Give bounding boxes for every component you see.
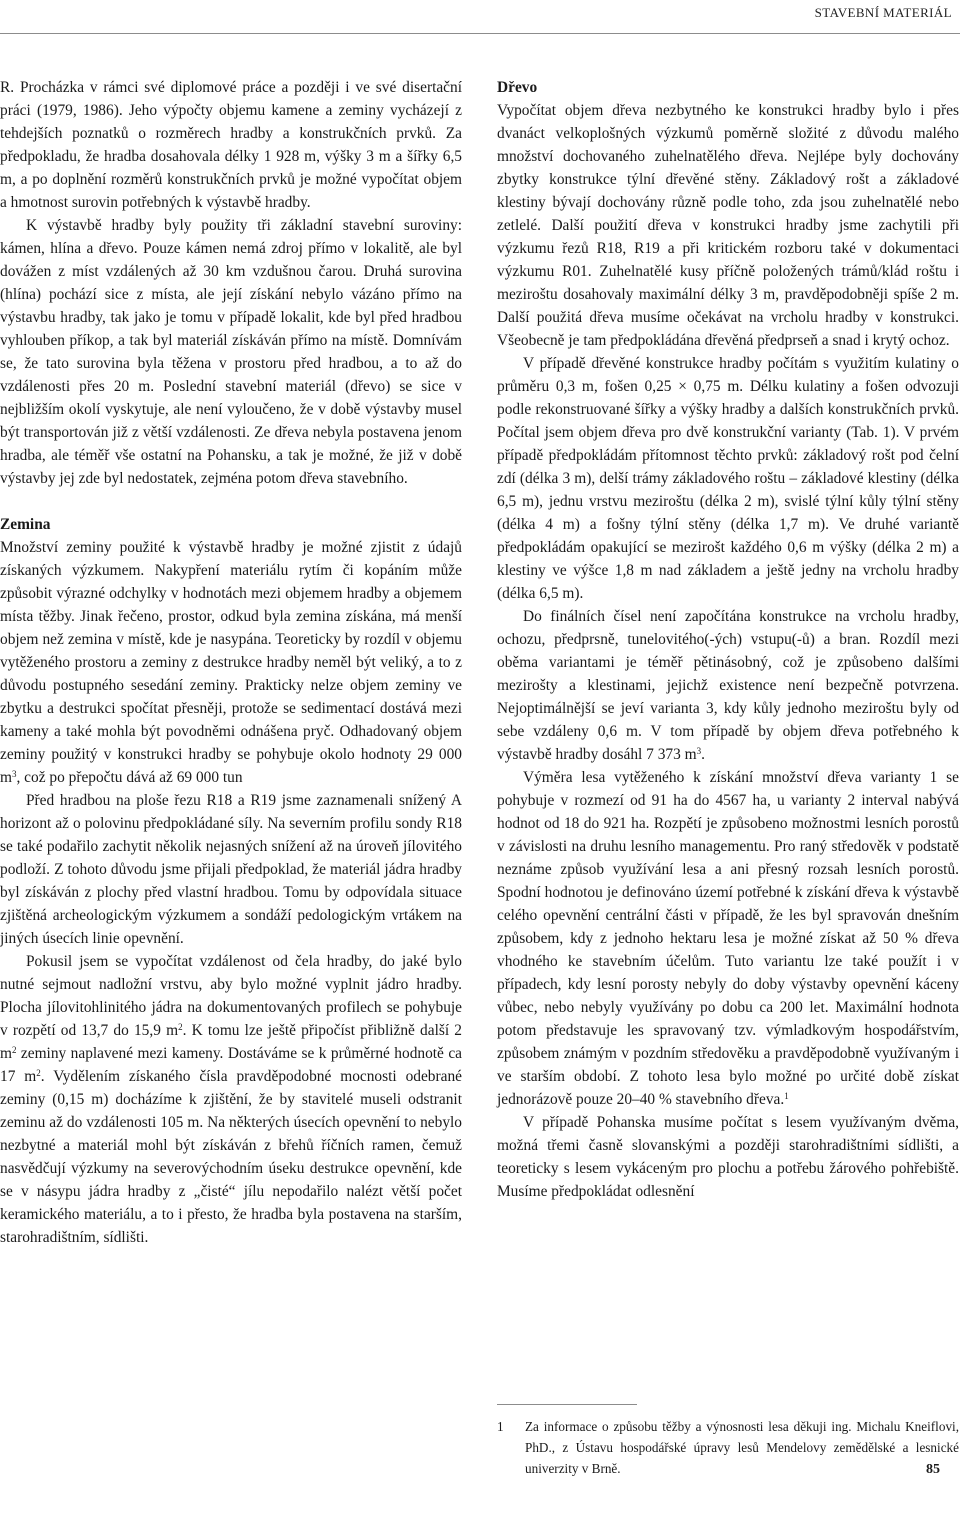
paragraph: Před hradbou na ploše řezu R18 a R19 jsme zaznamenali snížený A horizont až o polovinu předpokládané síly. Na severním profilu sondy R18 se také podařilo zachytit několik nejasných snížení až na úroveň jílovitého podloží. Z tohoto důvodu jsme přijali předpoklad, že materiál jádra hradby byl získáván z plochy před vlastní hradbou. Tomu by odpovídala situace zjištěná archeologickým výzkumem a sondáží pedologickým vrtákem na jiných úsecích linie opevnění. <box>0 792 462 947</box>
paragraph <box>0 950 462 1249</box>
superscript: 3 <box>11 769 17 779</box>
paragraph: R. Procházka v rámci své diplomové práce a později i ve své disertační práci (1979, 1986). Jeho výpočty objemu kamene a zeminy vycházejí z tehdejších poznatků o rozměrech hradby a konstrukčních prvků. Za předpokladu, že hradba dosahovala délky 1 928 m, výšky 3 m a šířky 6,5 m, a po doplnění rozměrů konstrukčních prvků je možné vypočítat objem a hmotnost surovin potřebných k výstavbě hradby. <box>0 79 462 211</box>
paragraph-text: Do finálních čísel není započítána konstrukce na vrcholu hradby, ochozu, předprsně, tunelovitého(-ých) vstupu(-ů) a bran. Rozdíl mezi oběma variantami je téměř pětinásobný, což je způsobeno dalšími mezirošty a klestinami, jejichž existence není bezpečně potvrzena. Nejoptimálnější se jeví varianta 3, kdy kůly jednoho meziroštu byly od sebe vzdáleny 0,6 m. V tom případě by objem dřeva potřebného k výstavbě hradby dosáhl 7 373 m <box>497 608 959 763</box>
paragraph-text: Množství zeminy použité k výstavbě hradby je možné zjistit z údajů získaných výzkumem. Nakypření materiálu rytím či kopáním může způsobit výrazné odchylky v hodnotách mezi objemem hradby a objemem místa těžby. Jinak řečeno, prostor, odkud byla zemina získána, má menší objem než zemina v místě, kde je nasypána. Teoreticky by rozdíl v objemu vytěženého prostoru a zeminy z destrukce hradby neměl být veliký, a to z důvodu postupného sesedání zeminy. Prakticky nelze objem zeminy ve zbytku a destrukci spočítat přesněji, protože se sedimentací dostává mezi kameny a také mohla být povodněmi odnášena pryč. Odhadovaný objem zeminy použitý v konstrukci hradby se pohybuje okolo hodnoty 29 000 m <box>0 539 462 786</box>
running-header: STAVEBNÍ MATERIÁL <box>814 5 952 20</box>
superscript: 2 <box>36 1068 41 1078</box>
paragraph-text: zeminy naplavené mezi kameny. Dostáváme se k průměrné hodnotě ca 17 m <box>0 1045 462 1085</box>
paragraph-text: . Vydělením získaného čísla pravděpodobné mocnosti odebrané zeminy (0,15 m) docházíme k zjištění, že by stavitelé museli odstranit zeminu až do vzdálenosti 105 m. Na některých úsecích opevnění to nebylo nezbytné a materiál mohl být získáván z břehů říčních ramen, čemuž nasvědčují výzkumy na severovýchodním úseku destrukce opevnění, kde se v násypu jádra hradby z „čisté“ jílu nepodařilo nalézt větší počet keramického materiálu, a to i přesto, že hradba byla postavena na starším, starohradištním, sídlišti. <box>0 1068 462 1246</box>
footnote-text: Za informace o způsobu těžby a výnosnosti lesa děkuji ing. Michalu Kneiflovi, PhD., z Ústavu hospodářské úpravy lesů Mendelovy zemědělské a lesnické univerzity v Brně. <box>525 1419 959 1476</box>
paragraph: V případě Pohanska musíme počítat s lesem využívaným dvěma, možná třemi časně slovanskými a později starohradištními sídlišti, a teoreticky s lesem vykáceným pro plochu a potřebu žárového pohřebiště. Musíme předpokládat odlesnění <box>497 1114 959 1200</box>
superscript: 2 <box>178 1022 183 1032</box>
paragraph-text: Výměra lesa vytěženého k získání množství dřeva varianty 1 se pohybuje v rozmezí od 91 ha do 4567 ha, u varianty 2 interval nabývá hodnot od 18 do 921 ha. Rozpětí je způsobeno možnostmi lesních porostů v závislosti na druhu lesního managementu. Pro raný středověk v podstatě neznáme způsob využívání lesa a ani přesný rozsah lesních porostů. Spodní hodnotou je definováno území potřebné k získání dřeva k výstavbě celého opevnění centrální části v případě, že les byl spravován dnešním způsobem, kdy z jednoho hektaru lesa je možné získat až 50 % dřeva vhodného ke stavebním účelům. Tuto variantu lze také použít i v případech, kdy lesní porosty nebyly do doby výstavby opevnění káceny vůbec, nebo nebyly využívány po dobu ca 200 let. Maximální hodnota potom představuje les spravovaný tzv. výmladkovým hospodářstvím, způsobem známým v pozdním středověku a pravděpodobně využívaným i ve starším období. Z tohoto lesa bylo možné po určité době získat jednorázově pouze 20–40 % stavebního dřeva. <box>497 769 959 1108</box>
header-rule <box>0 33 960 34</box>
paragraph <box>0 536 462 789</box>
paragraph-text: Pokusil jsem se vypočítat vzdálenost od čela hradby, do jaké bylo nutné sejmout nadložní vrstvu, aby bylo možné vyplnit jádro hradby. Plocha jílovitohlinitého jádra na dokumentovaných profilech se pohybuje v rozpětí od 13,7 do 15,9 m <box>0 953 462 1039</box>
superscript: 2 <box>11 1045 17 1055</box>
page-number: 85 <box>926 1462 940 1477</box>
paragraph-text: . <box>701 746 705 763</box>
footnote-rule <box>497 1404 637 1405</box>
footnote <box>497 1416 959 1479</box>
footnote-reference[interactable]: 1 <box>784 1091 789 1101</box>
paragraph <box>497 766 959 1111</box>
paragraph <box>497 605 959 766</box>
paragraph-text: , což po přepočtu dává až 69 000 tun <box>16 769 243 786</box>
paragraph: K výstavbě hradby byly použity tři základní stavební suroviny: kámen, hlína a dřevo. Pouze kámen nemá zdroj přímo v lokalitě, ale byl dovážen z míst vzdálených až 30 km vzdušnou čarou. Druhá surovina (hlína) pochází sice z místa, ale její získání nebylo vázáno přímo na výstavbu hradby, tak jako je tomu v případě lokalit, kde byl před hradbou vyhlouben příkop, a tak byl materiál získáván přímo na místě. Domnívám se, že tato surovina byla těžena v prostoru před hradbou, a to až do vzdálenosti přes 20 m. Poslední stavební materiál (dřevo) se sice v nejbližším okolí vyskytuje, ale není vyloučeno, že v době výstavby musel být transportován již z větší vzdálenosti. Ze dřeva nebyla postavena jenom hradba, ale téměř vše ostatní na Pohansku, a tak je možné, že již v době výstavby jej zde byl nedostatek, zejména potom dřeva stavebního. <box>0 217 462 487</box>
footnote-number: 1 <box>497 1419 504 1434</box>
section-heading-drevo: Dřevo <box>497 79 538 96</box>
paragraph-text: . K tomu lze ještě připočíst přibližně další 2 m <box>0 1022 462 1062</box>
paragraph: V případě dřevěné konstrukce hradby počítám s využitím kulatiny o průměru 0,3 m, fošen 0,25 × 0,75 m. Délku kulatiny a fošen odvozuji podle rekonstruované šířky a výšky hradby a dalších konstrukčních prvků. Počítal jsem objem dřeva pro dvě konstrukční varianty (Tab. 1). V prvém případě předpokládám přítomnost těchto prvků: základový rošt pod čelní zdí (délka 3 m), delší trámy základového roštu – základové klestiny (délka 6,5 m), jednu vrstvu meziroštu (délka 2 m), svislé týlní kůly týlní stěny (délka 4 m) a fošny týlní stěny (délka 1,7 m). Ve druhé variantě předpokládám opakující se mezirošt každého 0,6 m výšky (délka 2 m) a klestiny ve výšce 1,8 m nad základem a ještě jedny na vrcholu hradby (délka 6,5 m). <box>497 355 959 602</box>
left-column <box>0 76 462 1249</box>
right-column <box>497 76 959 1203</box>
superscript: 3 <box>696 746 702 756</box>
section-heading-zemina: Zemina <box>0 516 51 533</box>
paragraph: Vypočítat objem dřeva nezbytného ke konstrukci hradby bylo i přes dvanáct velkoplošných výzkumů poměrně složité z důvodu malého množství dochovaného zuhelnatělého dřeva. Nejlépe byly dochovány zbytky konstrukce týlní dřevěné stěny. Základový rošt a základové klestiny bývají dochovány různě podle toho, zda jsou zuhelnatělé nebo zetlelé. Další použití dřeva v konstrukci hradby jsme zachytili při výzkumu řezů R18, R19 a při kritickém rozboru také v dokumentaci výzkumu R01. Zuhelnatělé kusy příčně položených trámů/klád roštu i meziroštu dosahovaly maximální délky 3 m, pravděpodobněji spíše 2 m. Další použitá dřeva musíme očekávat na vrcholu hradby v konstrukci. Všeobecně je tam předpokládána dřevěná předprseň a snad i krytý ochoz. <box>497 102 959 349</box>
